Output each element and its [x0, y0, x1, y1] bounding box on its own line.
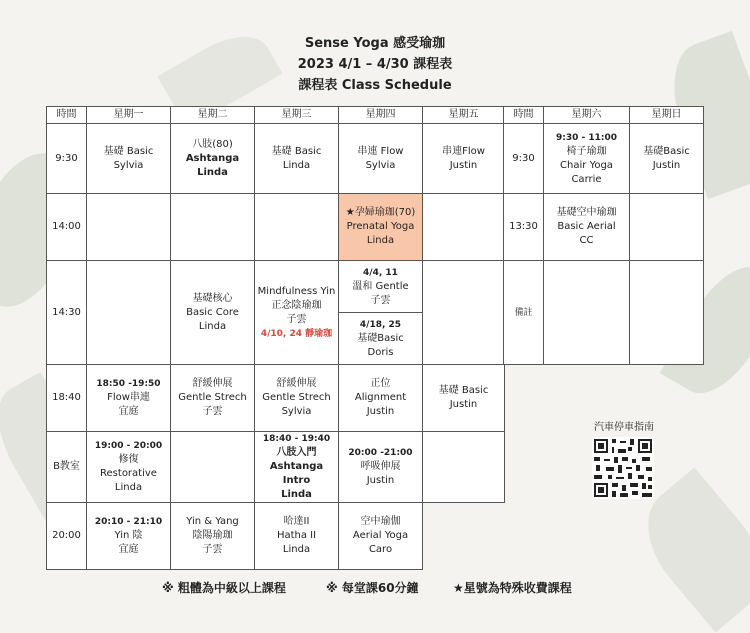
time-cell: 18:40: [47, 365, 87, 432]
class-cell: [87, 503, 171, 570]
class-time: 9:30 - 11:00: [555, 132, 618, 143]
instructor: Linda: [282, 544, 311, 555]
class-cell: [339, 432, 423, 503]
page-subtitle: 課程表 Class Schedule: [298, 78, 452, 93]
class-cell: [255, 261, 339, 365]
class-cell: [171, 503, 255, 570]
empty-cell: [630, 261, 704, 365]
class-name: 基礎 Basic: [271, 145, 322, 157]
empty-cell: [423, 261, 505, 365]
class-name: 舒緩伸展: [192, 378, 233, 389]
class-name: 椅子瑜珈: [566, 145, 607, 157]
class-cell: [87, 124, 171, 194]
class-cell: [339, 503, 423, 570]
instructor: CC: [579, 235, 594, 246]
empty-cell: [171, 194, 255, 261]
instructor: Sylvia: [113, 159, 144, 171]
class-cell: [339, 313, 423, 365]
class-name-en: Ashtanga Intro: [269, 461, 324, 486]
class-name-en: Yin & Yang: [186, 516, 239, 527]
class-name: 串連Flow: [442, 145, 485, 157]
instructor: Justin: [449, 399, 478, 410]
instructor: Justin: [449, 159, 478, 171]
class-name-en: Alignment: [354, 392, 407, 403]
date-range: 2023 4/1 – 4/30 課程表: [297, 57, 453, 72]
class-cell: [423, 124, 505, 194]
instructor: Linda: [198, 320, 227, 332]
class-name: 基礎Basic: [643, 145, 690, 157]
class-name: 溫和 Gentle: [352, 280, 409, 292]
instructor: Justin: [652, 159, 681, 171]
instructor: Linda: [281, 489, 312, 500]
class-name: Flow串連: [107, 392, 150, 403]
special-class-cell: [339, 194, 423, 261]
qr-code-icon: [592, 437, 654, 499]
time-cell: 13:30: [504, 194, 544, 261]
weekend-schedule-table: [503, 106, 704, 365]
instructor: Caro: [368, 544, 393, 555]
empty-cell: [630, 194, 704, 261]
instructor: Justin: [366, 475, 395, 486]
table-row: [504, 194, 704, 261]
class-name-en: Prenatal Yoga: [346, 221, 415, 232]
class-cell: [339, 261, 423, 313]
instructor: Linda: [282, 159, 311, 171]
class-cell: [87, 365, 171, 432]
class-cell: [171, 365, 255, 432]
class-name-en: Gentle Strech: [262, 392, 331, 403]
instructor: Justin: [366, 406, 395, 417]
class-cell: [630, 124, 704, 194]
instructor: 宜庭: [118, 406, 139, 417]
class-name: 空中瑜伽: [360, 516, 401, 527]
table-row: [47, 194, 505, 261]
class-cell: [255, 432, 339, 503]
class-name-en: Mindfulness Yin: [257, 285, 336, 297]
instructor: 宜庭: [118, 544, 139, 555]
class-name-en: Restorative: [100, 468, 157, 479]
instructor: Sylvia: [365, 159, 396, 171]
instructor: 子雲: [370, 294, 391, 306]
table-row: [47, 432, 505, 503]
table-header-row: [504, 107, 704, 124]
header-time: 時間: [47, 107, 87, 124]
class-time: 18:40 - 19:40: [262, 434, 331, 444]
class-name: 正位: [370, 378, 391, 389]
class-name-en: Ashtanga: [185, 152, 240, 164]
class-dates: 4/4, 11: [363, 267, 398, 278]
class-name: Yin 陰: [114, 530, 143, 541]
table-header-row: [47, 107, 505, 124]
class-name: ★孕婦瑜珈(70): [345, 207, 416, 218]
empty-cell: [423, 194, 505, 261]
empty-cell: [87, 261, 171, 365]
instructor: 子雲: [286, 313, 307, 325]
page-title: Sense Yoga 感受瑜珈: [304, 36, 446, 51]
instructor: Linda: [366, 235, 395, 246]
class-name: 八肢入門: [276, 447, 317, 458]
class-cell: [544, 194, 630, 261]
time-cell: 20:00: [47, 503, 87, 570]
instructor: 子雲: [202, 544, 223, 555]
class-name: 基礎空中瑜珈: [556, 207, 617, 218]
class-name: 基礎 Basic: [103, 145, 154, 157]
class-cell: [423, 365, 505, 432]
class-time: 20:00 -21:00: [348, 448, 413, 458]
empty-cell: [255, 194, 339, 261]
class-time: 19:00 - 20:00: [94, 441, 163, 451]
table-row: [504, 261, 704, 365]
instructor: Linda: [114, 482, 143, 493]
instructor: Sylvia: [281, 406, 312, 417]
class-cell: [255, 124, 339, 194]
class-name: 八肢(80): [192, 138, 233, 150]
empty-cell: [171, 432, 255, 503]
empty-cell: [87, 194, 171, 261]
footer-note-bold: ※ 粗體為中級以上課程: [162, 581, 286, 595]
special-note: 4/10, 24 靜瑜珈: [260, 328, 333, 339]
header-monday: 星期一: [87, 107, 171, 124]
empty-cell: [423, 503, 505, 570]
weekday-schedule-table: [46, 106, 505, 570]
table-row: [47, 503, 505, 570]
instructor: 子雲: [202, 406, 223, 417]
footer-note-duration: ※ 每堂課60分鐘: [326, 581, 419, 595]
header-sunday: 星期日: [630, 107, 704, 124]
instructor: Carrie: [571, 173, 602, 185]
header-thursday: 星期四: [339, 107, 423, 124]
qr-code-icon[interactable]: [592, 437, 654, 499]
empty-cell: [544, 261, 630, 365]
time-cell: 9:30: [47, 124, 87, 194]
class-name-en: Gentle Strech: [178, 392, 247, 403]
time-cell: 14:30: [47, 261, 87, 365]
room-cell: B教室: [47, 432, 87, 503]
class-cell: [339, 124, 423, 194]
parking-guide-label: 汽車停車指南: [594, 422, 654, 433]
class-cell: [87, 432, 171, 503]
header-friday: 星期五: [423, 107, 505, 124]
class-cell: [171, 124, 255, 194]
table-row: [47, 261, 505, 313]
table-row: [47, 365, 505, 432]
class-name-en: Aerial Yoga: [352, 530, 409, 541]
class-cell: [255, 503, 339, 570]
class-name-en: Basic Core: [186, 306, 239, 318]
class-cell: [171, 261, 255, 365]
class-name: 串連 Flow: [357, 145, 404, 157]
class-name-en: Chair Yoga: [560, 159, 613, 171]
instructor: Doris: [367, 346, 394, 358]
class-cell: [255, 365, 339, 432]
class-name-en: Basic Aerial: [557, 221, 616, 232]
class-name: 修復: [118, 454, 139, 465]
header-saturday: 星期六: [544, 107, 630, 124]
class-time: 18:50 -19:50: [96, 379, 161, 389]
time-cell: 14:00: [47, 194, 87, 261]
footer-note-star: ★星號為特殊收費課程: [453, 581, 572, 595]
instructor: Linda: [197, 166, 228, 178]
class-name-en: Hatha II: [276, 530, 317, 541]
header-tuesday: 星期二: [171, 107, 255, 124]
table-row: [47, 124, 505, 194]
class-name: 基礎核心: [192, 292, 233, 304]
class-cell: [544, 124, 630, 194]
notes-label: 備註: [504, 261, 544, 365]
class-dates: 4/18, 25: [359, 319, 402, 330]
class-cell: [339, 365, 423, 432]
header-time: 時間: [504, 107, 544, 124]
class-name: 舒緩伸展: [276, 378, 317, 389]
class-time: 20:10 - 21:10: [94, 517, 163, 527]
header-wednesday: 星期三: [255, 107, 339, 124]
class-name: 陰陽瑜珈: [192, 530, 233, 541]
class-name: 哈達II: [283, 516, 310, 527]
time-cell: 9:30: [504, 124, 544, 194]
class-name: 呼吸伸展: [360, 461, 401, 472]
table-row: [504, 124, 704, 194]
class-name: 基礎 Basic: [438, 385, 489, 396]
class-name: 基礎Basic: [357, 332, 404, 344]
class-name: 正念陰瑜珈: [271, 299, 322, 311]
empty-cell: [423, 432, 505, 503]
